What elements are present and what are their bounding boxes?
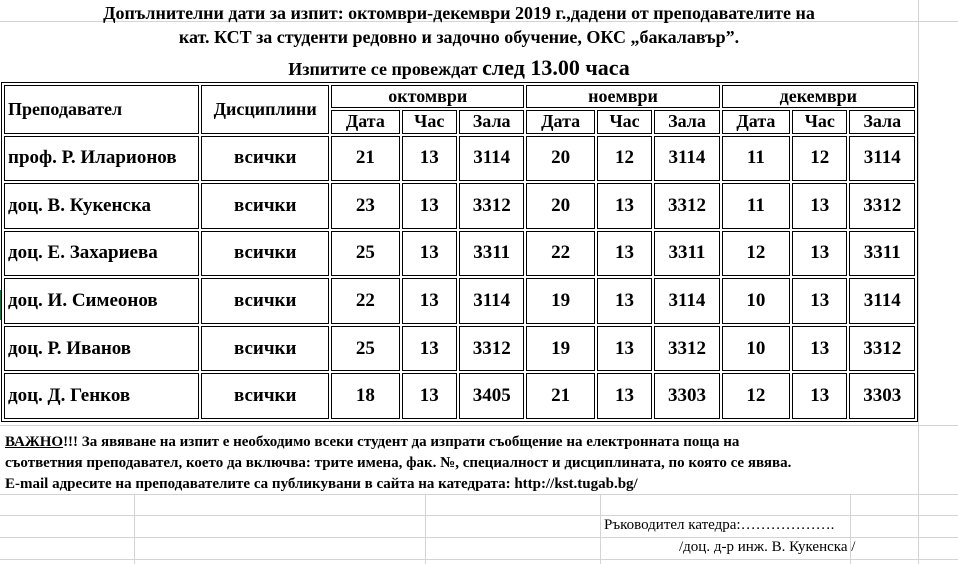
table-row xyxy=(4,373,915,419)
october-room-cell: 3405 xyxy=(459,373,524,419)
october-hour-cell: 13 xyxy=(402,183,457,229)
title-line-3-emphasis: след 13.00 часа xyxy=(482,55,630,80)
disciplines-cell: всички xyxy=(201,136,329,182)
department-head-name: /доц. д-р инж. В. Кукенска / xyxy=(679,539,856,555)
note-line-1-text: !!! За явяване на изпит е необходимо всеки студент да изпрати съобщение на електронната поща на xyxy=(63,434,740,450)
grid-line xyxy=(0,425,958,426)
important-label: ВАЖНО xyxy=(5,434,64,450)
october-room-cell: 3312 xyxy=(459,326,524,372)
grid-line xyxy=(0,537,958,538)
subheader-room: Зала xyxy=(849,110,915,133)
december-hour-cell: 13 xyxy=(792,183,847,229)
october-room-cell: 3311 xyxy=(459,231,524,277)
header-teacher: Преподавател xyxy=(4,85,199,134)
table-row xyxy=(4,136,915,182)
subheader-hour: Час xyxy=(792,110,847,133)
november-date-cell: 21 xyxy=(526,373,594,419)
subheader-room: Зала xyxy=(459,110,524,133)
december-date-cell: 10 xyxy=(722,278,790,324)
november-hour-cell: 13 xyxy=(597,373,652,419)
teacher-name-cell: доц. В. Кукенска xyxy=(4,183,199,229)
note-line-3: E-mail адресите на преподавателите са публикувани в сайта на катедрата: http://kst.tugab.bg/ xyxy=(5,476,638,492)
subheader-date: Дата xyxy=(722,110,790,133)
disciplines-cell: всички xyxy=(201,231,329,277)
december-hour-cell: 13 xyxy=(792,231,847,277)
december-hour-cell: 13 xyxy=(792,326,847,372)
november-room-cell: 3311 xyxy=(654,231,719,277)
november-room-cell: 3312 xyxy=(654,183,719,229)
table-row xyxy=(4,278,915,324)
table-row xyxy=(4,326,915,372)
december-hour-cell: 12 xyxy=(792,136,847,182)
december-room-cell: 3312 xyxy=(849,326,915,372)
november-hour-cell: 13 xyxy=(597,326,652,372)
subheader-room: Зала xyxy=(654,110,719,133)
teacher-name-cell: доц. Р. Иванов xyxy=(4,326,199,372)
november-room-cell: 3114 xyxy=(654,278,719,324)
grid-line xyxy=(600,494,601,564)
teacher-name-cell: доц. Е. Захариева xyxy=(4,231,199,277)
november-hour-cell: 13 xyxy=(597,231,652,277)
exam-schedule-table xyxy=(1,82,918,422)
october-hour-cell: 13 xyxy=(402,136,457,182)
grid-line xyxy=(134,494,135,564)
november-room-cell: 3114 xyxy=(654,136,719,182)
november-hour-cell: 13 xyxy=(597,278,652,324)
november-date-cell: 20 xyxy=(526,183,594,229)
december-date-cell: 10 xyxy=(722,326,790,372)
disciplines-cell: всички xyxy=(201,373,329,419)
december-hour-cell: 13 xyxy=(792,278,847,324)
december-date-cell: 11 xyxy=(722,183,790,229)
october-hour-cell: 13 xyxy=(402,326,457,372)
subheader-date: Дата xyxy=(331,110,399,133)
grid-line xyxy=(0,515,958,516)
title-line-3-prefix: Изпитите се провеждат xyxy=(288,59,483,79)
october-date-cell: 25 xyxy=(331,231,399,277)
october-room-cell: 3114 xyxy=(459,278,524,324)
october-room-cell: 3312 xyxy=(459,183,524,229)
december-room-cell: 3114 xyxy=(849,136,915,182)
october-date-cell: 22 xyxy=(331,278,399,324)
november-hour-cell: 13 xyxy=(597,183,652,229)
october-room-cell: 3114 xyxy=(459,136,524,182)
november-hour-cell: 12 xyxy=(597,136,652,182)
table-row xyxy=(4,183,915,229)
teacher-name-cell: проф. Р. Иларионов xyxy=(4,136,199,182)
november-date-cell: 20 xyxy=(526,136,594,182)
october-hour-cell: 13 xyxy=(402,278,457,324)
december-date-cell: 12 xyxy=(722,231,790,277)
november-room-cell: 3312 xyxy=(654,326,719,372)
title-line-3 xyxy=(0,55,918,81)
subheader-hour: Час xyxy=(597,110,652,133)
title-line-1: Допълнителни дати за изпит: октомври-декември 2019 г.,дадени от преподавателите на xyxy=(103,3,815,23)
december-hour-cell: 13 xyxy=(792,373,847,419)
teacher-name-cell: доц. Д. Генков xyxy=(4,373,199,419)
disciplines-cell: всички xyxy=(201,183,329,229)
october-date-cell: 25 xyxy=(331,326,399,372)
title-line-2: кат. КСТ за студенти редовно и задочно обучение, ОКС „бакалавър”. xyxy=(178,27,740,47)
october-hour-cell: 13 xyxy=(402,373,457,419)
grid-line xyxy=(425,494,426,564)
october-date-cell: 18 xyxy=(331,373,399,419)
december-date-cell: 11 xyxy=(722,136,790,182)
header-month-october: октомври xyxy=(331,85,524,108)
october-date-cell: 23 xyxy=(331,183,399,229)
october-hour-cell: 13 xyxy=(402,231,457,277)
december-room-cell: 3114 xyxy=(849,278,915,324)
table-row xyxy=(4,231,915,277)
november-date-cell: 19 xyxy=(526,326,594,372)
december-room-cell: 3311 xyxy=(849,231,915,277)
note-line-2: съответния преподавател, което да включва: трите имена, фак. №, специалност и дисциплината, по която се явява. xyxy=(5,455,792,471)
header-month-december: декември xyxy=(722,85,915,108)
important-note xyxy=(5,432,917,495)
department-head-label: Ръководител катедра:………………. xyxy=(604,517,835,533)
grid-line xyxy=(918,0,919,564)
disciplines-cell: всички xyxy=(201,278,329,324)
november-room-cell: 3303 xyxy=(654,373,719,419)
header-month-november: ноември xyxy=(526,85,719,108)
grid-line xyxy=(0,559,958,560)
november-date-cell: 19 xyxy=(526,278,594,324)
note-line-1 xyxy=(5,432,917,453)
december-room-cell: 3303 xyxy=(849,373,915,419)
december-date-cell: 12 xyxy=(722,373,790,419)
disciplines-cell: всички xyxy=(201,326,329,372)
november-date-cell: 22 xyxy=(526,231,594,277)
october-date-cell: 21 xyxy=(331,136,399,182)
header-disciplines: Дисциплини xyxy=(201,85,329,134)
teacher-name-cell: доц. И. Симеонов xyxy=(4,278,199,324)
december-room-cell: 3312 xyxy=(849,183,915,229)
subheader-date: Дата xyxy=(526,110,594,133)
subheader-hour: Час xyxy=(402,110,457,133)
